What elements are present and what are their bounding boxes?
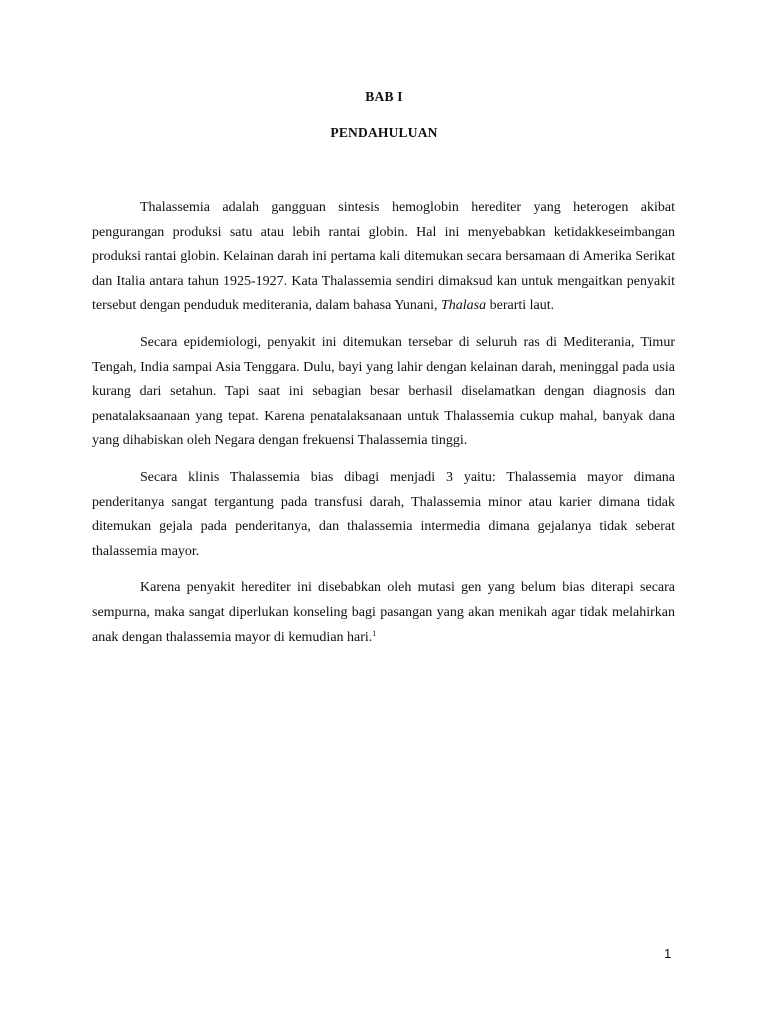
- paragraph-2: Secara epidemiologi, penyakit ini ditemukan tersebar di seluruh ras di Mediterania, Timur Tengah, India sampai Asia Tenggara. Dulu, bayi yang lahir dengan kelainan darah, meninggal pada usia kurang dari setahun. Tapi saat ini sebagian besar berhasil diselamatkan dengan diagnosis dan penatalaksaanaan yang tepat. Karena penatalaksanaan untuk Thalassemia cukup mahal, banyak dana yang dihabiskan oleh Negara dengan frekuensi Thalassemia tinggi.: [92, 334, 675, 449]
- page-number: 1: [664, 946, 672, 961]
- paragraph-4-text: Karena penyakit herediter ini disebabkan oleh mutasi gen yang belum bias diterapi secara sempurna, maka sangat diperlukan konseling bagi pasangan yang akan menikah agar tidak melahirkan anak dengan thalassemia mayor di kemudian hari.: [92, 580, 675, 645]
- footnote-marker[interactable]: 1: [372, 628, 377, 638]
- paragraph-4: [92, 576, 675, 650]
- chapter-title: PENDAHULUAN: [330, 125, 438, 140]
- chapter-heading: BAB I: [365, 89, 403, 104]
- paragraph-1-text: Thalassemia adalah gangguan sintesis hemoglobin herediter yang heterogen akibat pengurangan produksi satu atau lebih rantai globin. Hal ini menyebabkan ketidakkeseimbangan produksi rantai globin. Kelainan darah ini pertama kali ditemukan secara bersamaan di Amerika Serikat dan Italia antara tahun 1925-1927. Kata Thalassemia sendiri dimaksud kan untuk mengaitkan penyakit tersebut dengan penduduk mediterania, dalam bahasa Yunani,: [92, 200, 675, 314]
- paragraph-3: Secara klinis Thalassemia bias dibagi menjadi 3 yaitu: Thalassemia mayor dimana penderitanya sangat tergantung pada transfusi darah, Thalassemia minor atau karier dimana tidak ditemukan gejala pada penderitanya, dan thalassemia intermedia dimana gejalanya tidak seberat thalassemia mayor.: [92, 469, 675, 559]
- paragraph-1-ending: berarti laut.: [486, 298, 555, 314]
- paragraph-1: [92, 196, 675, 319]
- italic-term: Thalasa: [440, 298, 487, 314]
- body-text: [92, 196, 675, 662]
